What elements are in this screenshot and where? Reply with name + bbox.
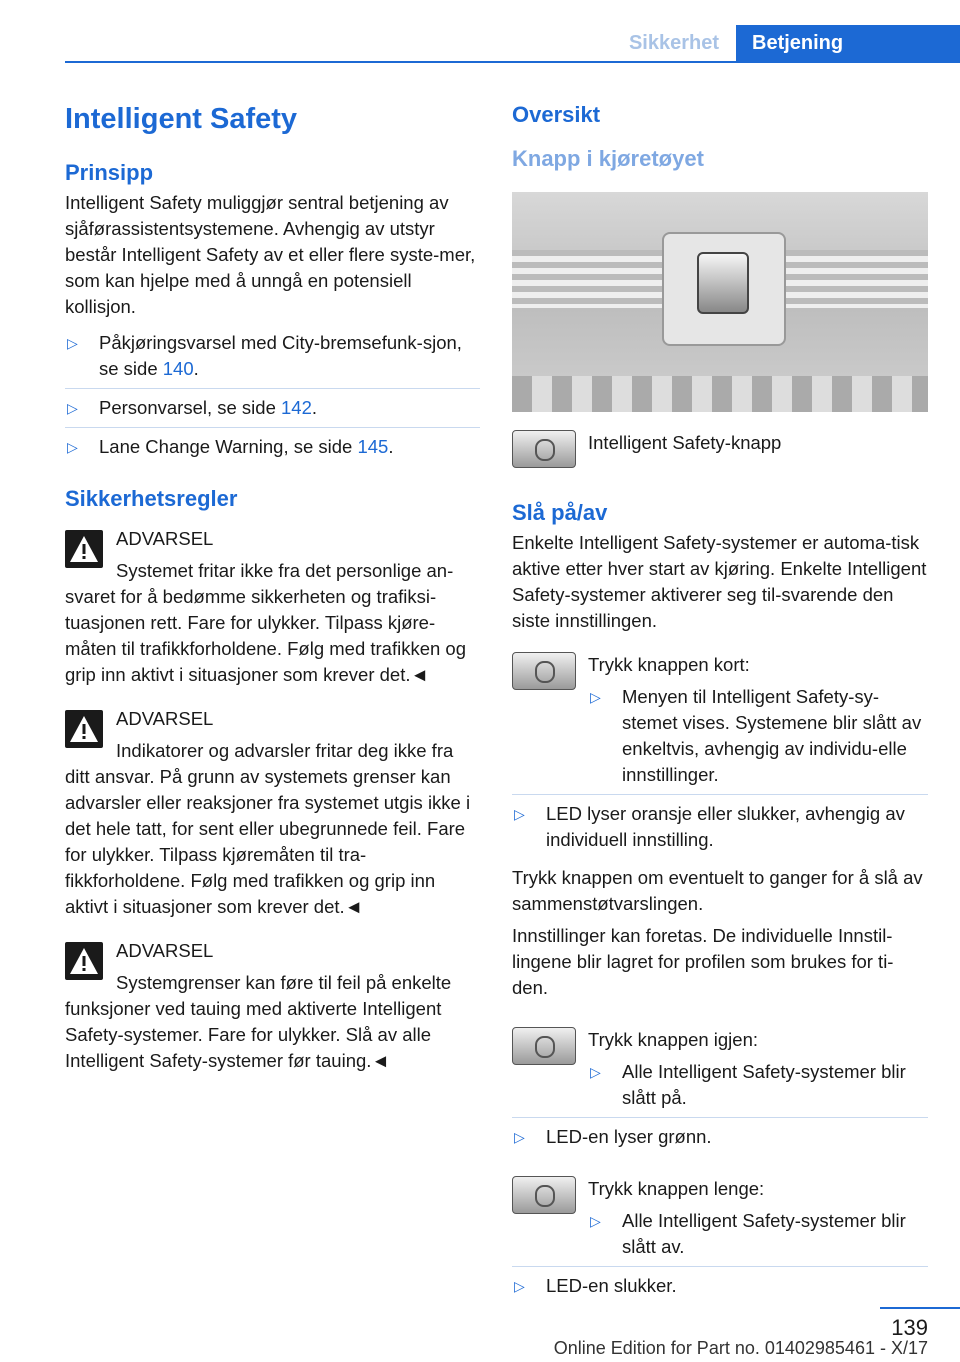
twice-text: Trykk knappen om eventuelt to ganger for å slå av sammenstøtvarslingen. xyxy=(512,867,923,914)
footer-rule xyxy=(880,1307,960,1309)
list-item: ▷ LED-en lyser grønn. xyxy=(512,1118,928,1156)
list-item: ▷ LED lyser oransje eller slukker, avhengig av individuell innstilling. xyxy=(514,803,905,850)
triangle-bullet-icon: ▷ xyxy=(67,335,78,351)
left-column xyxy=(65,100,480,1074)
tab-sikkerhet[interactable]: Sikkerhet xyxy=(628,32,720,54)
warning-title: ADVARSEL xyxy=(116,708,214,729)
settings-text: Innstillinger kan foretas. De individuelle Innstil-lingene blir lagret for profilen som brukes for ti-den. xyxy=(512,925,894,998)
safety-button-icon xyxy=(512,652,576,690)
warning-box xyxy=(65,938,480,1074)
triangle-bullet-icon: ▷ xyxy=(590,1213,601,1229)
page-link[interactable]: 142 xyxy=(281,397,312,418)
feature-list xyxy=(65,324,480,466)
warning-triangle-icon xyxy=(65,942,103,980)
safety-button-icon xyxy=(512,430,576,468)
triangle-bullet-icon: ▷ xyxy=(590,689,601,705)
page-link[interactable]: 145 xyxy=(357,436,389,457)
safety-button-icon xyxy=(697,252,749,314)
triangle-bullet-icon: ▷ xyxy=(67,400,78,416)
list-item: ▷ Alle Intelligent Safety-systemer blir slått på. xyxy=(590,1061,906,1108)
long-press-block xyxy=(512,1176,928,1266)
button-heading: Knapp i kjøretøyet xyxy=(512,146,704,171)
list-item: ▷ Lane Change Warning, se side 145. xyxy=(65,428,480,466)
control-strip xyxy=(512,376,928,412)
page-title: Intelligent Safety xyxy=(65,103,298,135)
again-press-label: Trykk knappen igjen: xyxy=(588,1029,759,1050)
header-rule xyxy=(65,61,960,63)
warning-triangle-icon xyxy=(65,710,103,748)
edition-text: Online Edition for Part no. 01402985461 - X/17 xyxy=(553,1338,928,1358)
principle-heading: Prinsipp xyxy=(65,160,154,185)
page-number: 139 xyxy=(891,1315,928,1340)
warning-body: Systemgrenser kan føre til feil på enkelte funksjoner ved tauing med aktiverte Intelligent Safety-systemer. Fare for ulykker. Slå av alle Intelligent Safety-systemer før tauing.◄ xyxy=(65,972,452,1071)
list-item: ▷ LED-en slukker. xyxy=(512,1267,928,1305)
triangle-bullet-icon: ▷ xyxy=(67,439,78,455)
short-press-block xyxy=(512,652,928,794)
again-press-block xyxy=(512,1027,928,1117)
page-link[interactable]: 140 xyxy=(162,358,194,379)
warning-body: Indikatorer og advarsler fritar deg ikke fra ditt ansvar. På grunn av systemets grenser kan advarsler eller reaksjoner fra systemet utgis ikke i det hele tatt, for sent eller ubegrunnede feil. Fare for ulykker. Tilpass kjøremåten til tra-fikkforholdene. Følg med trafikken og grip inn aktivt i situasjoner som krever det.◄ xyxy=(65,740,471,917)
onoff-heading: Slå på/av xyxy=(512,500,608,525)
short-press-label: Trykk knappen kort: xyxy=(588,654,750,675)
triangle-bullet-icon: ▷ xyxy=(514,1129,525,1145)
warning-body: Systemet fritar ikke fra det personlige an-svaret for å bedømme sikkerheten og trafiksi-tuasjonen rett. Fare for ulykker. Tilpass kjøre-måten til trafikkforholdene. Følg med trafikken og grip inn aktivt i situasjoner som krever det.◄ xyxy=(65,560,467,685)
list-item: ▷ Alle Intelligent Safety-systemer blir slått av. xyxy=(590,1210,906,1257)
dashboard-photo xyxy=(512,192,928,412)
onoff-text: Enkelte Intelligent Safety-systemer er automa-tisk aktive etter hver start av kjøring. Enkelte Intelligent Safety-systemer aktiverer seg til-svarende den siste innstillingen. xyxy=(512,532,927,631)
tab-betjening[interactable]: Betjening xyxy=(736,25,960,61)
list-item: ▷ Påkjøringsvarsel med City-bremsefunk-sjon, se side 140. xyxy=(65,324,480,389)
warning-box xyxy=(65,526,480,688)
safety-button-icon xyxy=(512,1027,576,1065)
right-column xyxy=(512,100,928,1305)
button-legend xyxy=(512,430,928,468)
warning-triangle-icon xyxy=(65,530,103,568)
triangle-bullet-icon: ▷ xyxy=(590,1064,601,1080)
overview-heading: Oversikt xyxy=(512,102,601,127)
warning-title: ADVARSEL xyxy=(116,940,214,961)
safety-heading: Sikkerhetsregler xyxy=(65,486,238,511)
principle-text: Intelligent Safety muliggjør sentral betjening av sjåførassistentsystemene. Avhengig av utstyr består Intelligent Safety av et eller flere syste-mer, som kan hjelpe med å unngå en potensiell kollisjon. xyxy=(65,192,476,317)
warning-box xyxy=(65,706,480,920)
warning-title: ADVARSEL xyxy=(116,528,214,549)
list-item: ▷ Personvarsel, se side 142. xyxy=(65,389,480,428)
long-press-label: Trykk knappen lenge: xyxy=(588,1178,765,1199)
triangle-bullet-icon: ▷ xyxy=(514,806,525,822)
triangle-bullet-icon: ▷ xyxy=(514,1278,525,1294)
safety-button-icon xyxy=(512,1176,576,1214)
list-item: ▷ Menyen til Intelligent Safety-sy-stemet vises. Systemene blir slått av enkeltvis, avhengig av individu-elle innstillinger. xyxy=(590,686,922,785)
button-caption: Intelligent Safety-knapp xyxy=(588,432,782,453)
